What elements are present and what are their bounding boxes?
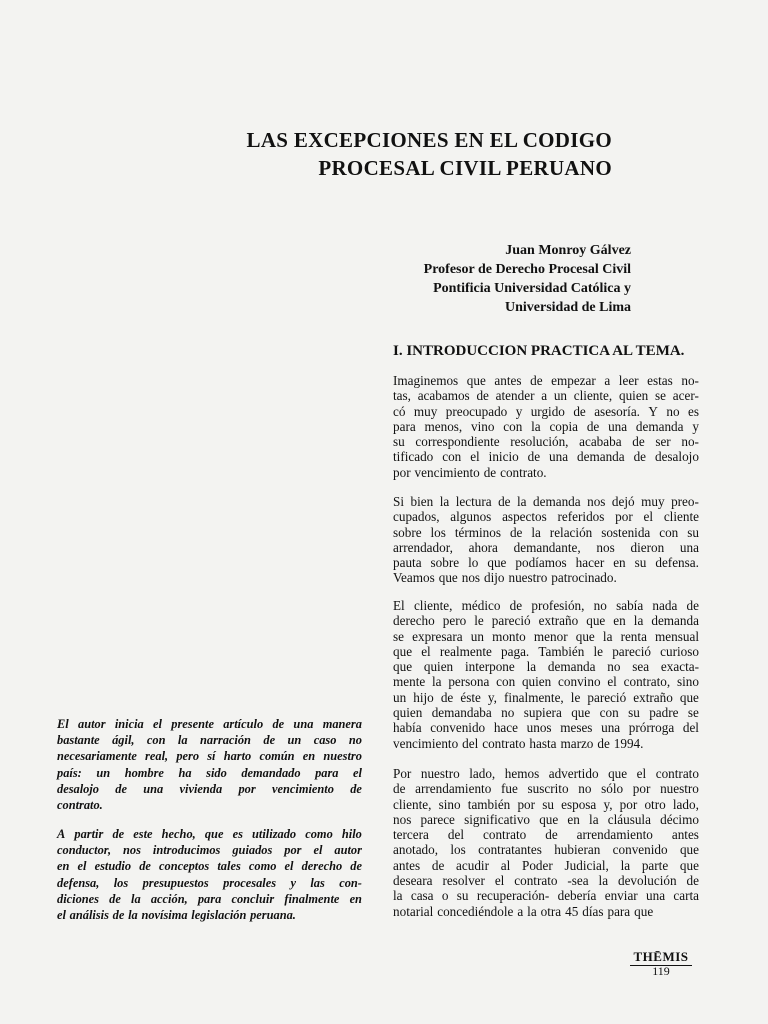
text-line: notarial concediéndole a la otra 45 días para que [393,903,654,919]
text-line: derecho pero le pareció extraño que en la demanda [393,613,699,629]
text-line: có muy preocupado y urgido de asesoría. Y no es [393,403,699,419]
text-line: vencimiento del contrato hasta marzo de 1994. [393,735,644,751]
text-line: El cliente, médico de profesión, no sabía nada de [393,598,699,613]
text-line: por vencimiento de contrato. [393,464,547,480]
title-line-2: PROCESAL CIVIL PERUANO [318,156,612,180]
text-line: tificado con el inicio de una demanda de desalojo [393,449,699,465]
page-number: 119 [652,964,670,978]
text-line: tas, acabamos de atender a un cliente, quien se acer- [393,388,699,404]
text-line: nos parece significativo que en la cláusula décimo [393,811,699,827]
text-line: mente la persona con quien convino el contrato, sino [393,674,699,690]
text-line: Por nuestro lado, hemos advertido que el contrato [393,766,699,781]
author-affiliation-3: Universidad de Lima [504,300,631,315]
text-line: arrendador, ahora demandante, nos dieron una [393,539,699,555]
abstract-paragraph-2 [57,826,362,923]
text-line: su correspondiente resolución, acababa de ser no- [393,434,699,450]
text-line: para menos, vino con la copia de una demanda y [393,418,699,434]
text-line: cupados, algunos aspectos referidos por el cliente [393,509,699,525]
text-line: país: un hombre ha sido demandado para el [57,765,362,780]
author-name: Juan Monroy Gálvez [505,243,631,258]
text-line: sobre los términos de la relación sostenida con su [393,524,699,540]
body-paragraph-2 [393,494,699,586]
text-line: diciones de la acción, para concluir finalmente en [57,891,362,906]
text-line: Veamos que nos dijo nuestro patrocinado. [393,570,617,586]
text-line: A partir de este hecho, que es utilizado como hilo [57,827,362,841]
text-line: defensa, los presupuestos procesales y las con- [57,875,362,890]
text-line: un hijo de éste y, finalmente, le pareció extraño que [393,689,699,705]
text-line: que quien interpone la demanda no sea exacta- [393,659,699,675]
text-line: había convenido hace unos meses una prórroga del [393,720,699,736]
text-line: El autor inicia el presente artículo de una manera [57,717,362,731]
text-line: Imaginemos que antes de empezar a leer estas no- [393,373,699,388]
text-line: el análisis de la novísima legislación peruana. [57,908,296,923]
text-line: cliente, sino también por su esposa y, por otro lado, [393,796,699,812]
body-paragraph-1 [393,373,699,480]
author-block [360,241,631,317]
text-line: antes de acudir al Poder Judicial, la parte que [393,857,699,873]
body-paragraph-3 [393,598,699,751]
text-line: pauta sobre lo que podíamos hacer en su defensa. [393,555,699,571]
article-title [200,126,612,182]
author-affiliation-2: Pontificia Universidad Católica y [433,281,631,296]
text-line: se expresara un monto menor que la renta mensual [393,628,699,644]
text-line: la casa o su recuperación- debería enviar una carta [393,888,699,904]
abstract-paragraph-1 [57,716,362,813]
text-line: en el estudio de conceptos tales como el derecho de [57,859,362,874]
text-line: conductor, nos introducimos guiados por el autor [57,843,362,858]
author-affiliation-1: Profesor de Derecho Procesal Civil [423,262,631,277]
text-line: deseara resolver el contrato -sea la devolución de [393,873,699,889]
text-line: de arrendamiento fue suscrito no sólo por nuestro [393,781,699,797]
title-line-1: LAS EXCEPCIONES EN EL CODIGO [246,128,612,152]
body-paragraph-4 [393,766,699,919]
text-line: desalojo de una vivienda por vencimiento de [57,781,362,796]
text-line: tercera del contrato de arrendamiento antes [393,827,699,843]
text-line: contrato. [57,798,103,813]
text-line: Si bien la lectura de la demanda nos dejó muy preo- [393,494,699,509]
text-line: anotado, los contratantes hubieran convenido que [393,842,699,858]
text-line: necesariamente real, pero sí harto común en nuestro [57,749,362,764]
text-line: quien demandaba no supiera que con su padre se [393,705,699,721]
journal-logo: THĒMIS [630,949,692,966]
text-line: que el realmente paga. También le pareció curioso [393,643,699,659]
text-line: bastante ágil, con la narración de un caso no [57,733,362,748]
section-heading: I. INTRODUCCION PRACTICA AL TEMA. [393,343,685,359]
